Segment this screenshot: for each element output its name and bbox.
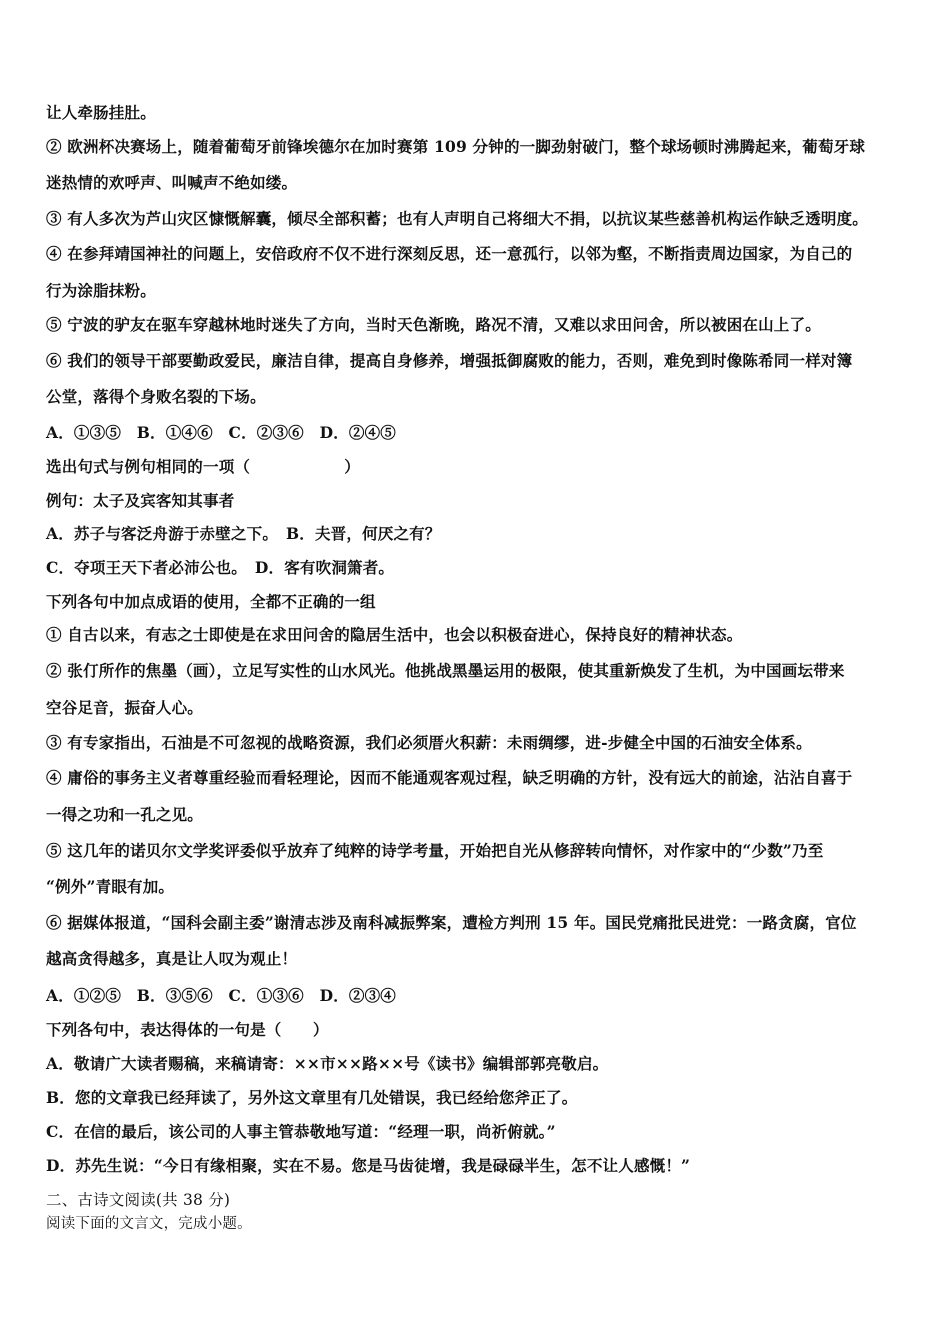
text-line: ④ 在参拜靖国神社的问题上，安倍政府不仅不进行深刻反思，还一意孤行，以邻为壑，不断指责周边国家，为自己的 [46,244,853,263]
text-line: ③ 有人多次为芦山灾区慷慨解囊，倾尽全部积蓄；也有人声明自己将细大不捐，以抗议某些慈善机构运作缺乏透明度。 [46,209,869,228]
text-line: 一得之功和一孔之见。 [46,805,204,824]
text-line: 越高贪得越多，真是让人叹为观止！ [46,949,298,968]
text-line: ⑥ 我们的领导干部要勤政爱民，廉洁自律，提高自身修养，增强抵御腐败的能力，否则，难免到时像陈希同一样对簿 [46,351,853,370]
text-line: 公堂，落得个身败名裂的下场。 [46,387,266,406]
text-line: ⑥ 据媒体报道，“国科会副主委”谢清志涉及南科减振弊案，遭检方判刑 15 年。国民党痛批民进党：一路贪腐，官位 [46,913,857,932]
text-line: 行为涂脂抹粉。 [46,281,156,300]
text-line: 让人牵肠挂肚。 [46,103,156,122]
answer-option: C．在信的最后，该公司的人事主管恭敬地写道：“经理一职，尚祈俯就。” [46,1122,556,1141]
answer-option: D．苏先生说：“今日有缘相聚，实在不易。您是马齿徒增，我是碌碌半生，怎不让人感慨！” [46,1156,691,1175]
text-line: ③ 有专家指出，石油是不可忽视的战略资源，我们必须厝火积薪：未雨绸缪，进-步健全中国的石油安全体系。 [46,733,812,752]
text-line: 迷热情的欢呼声、叫喊声不绝如缕。 [46,173,298,192]
text-line: ② 张仃所作的焦墨（画），立足写实性的山水风光。他挑战黑墨运用的极限，使其重新焕发了生机，为中国画坛带来 [46,661,845,680]
text-line: ④ 庸俗的事务主义者尊重经验而看轻理论，因而不能通观客观过程，缺乏明确的方针，没有远大的前途，沾沾自喜于 [46,768,853,787]
answer-option: A．敬请广大读者赐稿，来稿请寄：××市××路××号《读书》编辑部郭亮敬启。 [46,1054,609,1073]
question-heading: 选出句式与例句相同的一项（ ） [46,457,361,476]
text-line: ② 欧洲杯决赛场上，随着葡萄牙前锋埃德尔在加时赛第 109 分钟的一脚劲射破门，整个球场顿时沸腾起来，葡萄牙球 [46,137,866,156]
instruction-text: 阅读下面的文言文，完成小题。 [46,1216,252,1232]
answer-options: C．夺项王天下者必沛公也。 D．客有吹洞箫者。 [46,558,395,577]
answer-options: A．①③⑤ B．①④⑥ C．②③⑥ D．②④⑤ [46,423,397,442]
text-line: ⑤ 这几年的诺贝尔文学奖评委似乎放弃了纯粹的诗学考量，开始把自光从修辞转向情怀，对作家中的“少数”乃至 [46,841,824,860]
question-heading: 下列各句中加点成语的使用，全都不正确的一组 [46,592,376,611]
text-line: 例句：太子及宾客知其事者 [46,491,235,510]
text-line: “例外”青眼有加。 [46,877,175,896]
question-heading: 下列各句中，表达得体的一句是（ ） [46,1020,329,1039]
text-line: ① 自古以来，有志之士即使是在求田问舍的隐居生活中，也会以积极奋进心，保持良好的精神状态。 [46,625,743,644]
answer-option: B．您的文章我已经拜读了，另外这文章里有几处错误，我已经给您斧正了。 [46,1088,578,1107]
section-heading: 二、古诗文阅读(共 38 分) [46,1191,231,1209]
text-line: 空谷足音，振奋人心。 [46,698,204,717]
answer-options: A．①②⑤ B．③⑤⑥ C．①③⑥ D．②③④ [46,986,397,1005]
text-line: ⑤ 宁波的驴友在驱车穿越林地时迷失了方向，当时天色渐晚，路况不清，又难以求田问舍，所以被困在山上了。 [46,315,821,334]
answer-options: A．苏子与客泛舟游于赤壁之下。 B．夫晋，何厌之有？ [46,524,441,543]
